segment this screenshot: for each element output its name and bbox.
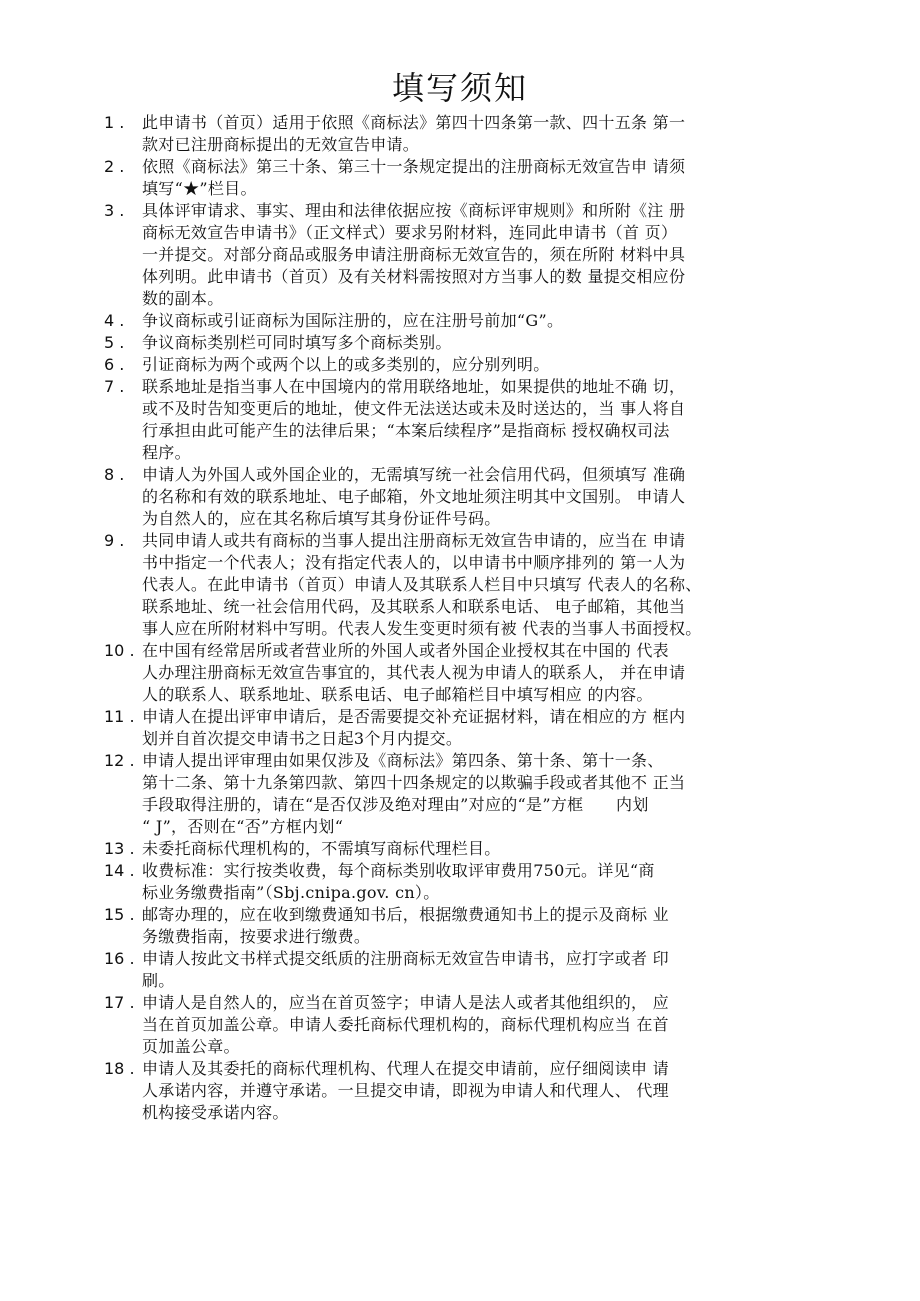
instruction-item — [104, 464, 816, 530]
item-text — [142, 904, 816, 948]
item-number: 6 . — [104, 355, 125, 374]
page-title: 填写须知 — [391, 69, 528, 107]
item-text-line: 的名称和有效的联系地址、电子邮箱，外文地址须注明其中文国别。 申请人 — [142, 487, 686, 506]
item-text-line: 标业务缴费指南”（Sbj.cnipa.gov. cn）。 — [142, 883, 440, 902]
item-text — [142, 376, 816, 464]
item-text — [142, 530, 816, 640]
item-text-line: 当在首页加盖公章。申请人委托商标代理机构的，商标代理机构应当 在首 — [142, 1015, 669, 1034]
instruction-item — [104, 750, 816, 838]
item-text-line: 务缴费指南，按要求进行缴费。 — [142, 927, 371, 946]
item-text-line: 或不及时告知变更后的地址，使文件无法送达或未及时送达的，当 事人将自 — [142, 399, 686, 418]
instruction-item — [104, 992, 816, 1058]
item-text-line: 机构接受承诺内容。 — [142, 1103, 289, 1122]
item-text-line: “ J”，否则在“否”方框内划“ — [142, 817, 344, 836]
item-text — [142, 310, 816, 332]
instruction-item — [104, 376, 816, 464]
item-text-line: 一并提交。对部分商品或服务申请注册商标无效宣告的，须在所附 材料中具 — [142, 245, 686, 264]
item-text — [142, 354, 816, 376]
item-text-line: 刷。 — [142, 971, 175, 990]
item-text-line: 申请人为外国人或外国企业的，无需填写统一社会信用代码，但须填写 准确 — [142, 465, 686, 484]
item-text-line: 页加盖公章。 — [142, 1037, 240, 1056]
item-text-line: 手段取得注册的，请在“是否仅涉及绝对理由”对应的“是”方框 内划 — [142, 795, 649, 814]
item-text-line: 数的副本。 — [142, 289, 224, 308]
item-text-line: 书中指定一个代表人；没有指定代表人的，以申请书中顺序排列的 第一人为 — [142, 553, 686, 572]
item-number: 4 . — [104, 311, 125, 330]
item-text-line: 争议商标类别栏可同时填写多个商标类别。 — [142, 333, 452, 352]
item-text-line: 人承诺内容，并遵守承诺。一旦提交申请，即视为申请人和代理人、 代理 — [142, 1081, 669, 1100]
item-number: 1 . — [104, 113, 125, 132]
item-text — [142, 640, 816, 706]
item-text-line: 款对已注册商标提出的无效宣告申请。 — [142, 135, 420, 154]
instruction-list — [104, 112, 816, 1124]
item-number: 14 . — [104, 861, 135, 880]
item-text-line: 在中国有经常居所或者营业所的外国人或者外国企业授权其在中国的 代表 — [142, 641, 669, 660]
item-text-line: 收费标准：实行按类收费，每个商标类别收取评审费用750元。详见“商 — [142, 861, 655, 880]
instruction-item — [104, 948, 816, 992]
item-text — [142, 750, 816, 838]
item-text-line: 体列明。此申请书（首页）及有关材料需按照对方当事人的数 量提交相应份 — [142, 267, 686, 286]
instruction-item — [104, 200, 816, 310]
item-text-line: 行承担由此可能产生的法律后果；“本案后续程序”是指商标 授权确权司法 — [142, 421, 670, 440]
item-text — [142, 156, 816, 200]
item-text — [142, 860, 816, 904]
instruction-item — [104, 112, 816, 156]
item-text-line: 人办理注册商标无效宣告事宜的，其代表人视为申请人的联系人， 并在申请 — [142, 663, 686, 682]
item-number: 12 . — [104, 751, 135, 770]
item-text — [142, 112, 816, 156]
item-text-line: 事人应在所附材料中写明。代表人发生变更时须有被 代表的当事人书面授权。 — [142, 619, 702, 638]
item-number: 9 . — [104, 531, 125, 550]
instruction-item — [104, 640, 816, 706]
item-number: 13 . — [104, 839, 135, 858]
instruction-item — [104, 530, 816, 640]
item-number: 8 . — [104, 465, 125, 484]
item-text-line: 程序。 — [142, 443, 191, 462]
item-text — [142, 1058, 816, 1124]
instruction-item — [104, 354, 816, 376]
item-text-line: 申请人提出评审理由如果仅涉及《商标法》第四条、第十条、第十一条、 — [142, 751, 664, 770]
item-number: 10 . — [104, 641, 135, 660]
instruction-item — [104, 156, 816, 200]
item-number: 3 . — [104, 201, 125, 220]
item-number: 17 . — [104, 993, 135, 1012]
item-text — [142, 838, 816, 860]
item-text-line: 划并自首次提交申请书之日起3个月内提交。 — [142, 729, 463, 748]
item-text — [142, 200, 816, 310]
item-text-line: 邮寄办理的，应在收到缴费通知书后，根据缴费通知书上的提示及商标 业 — [142, 905, 669, 924]
item-number: 18 . — [104, 1059, 135, 1078]
item-text — [142, 992, 816, 1058]
item-number: 16 . — [104, 949, 135, 968]
item-number: 2 . — [104, 157, 125, 176]
item-text-line: 人的联系人、联系地址、联系电话、电子邮箱栏目中填写相应 的内容。 — [142, 685, 653, 704]
item-number: 15 . — [104, 905, 135, 924]
instruction-item — [104, 332, 816, 354]
instruction-item — [104, 706, 816, 750]
item-text-line: 引证商标为两个或两个以上的或多类别的，应分别列明。 — [142, 355, 550, 374]
item-number: 11 . — [104, 707, 135, 726]
item-text-line: 代表人。在此申请书（首页）申请人及其联系人栏目中只填写 代表人的名称、 — [142, 575, 702, 594]
item-text-line: 共同申请人或共有商标的当事人提出注册商标无效宣告申请的，应当在 申请 — [142, 531, 686, 550]
item-text-line: 商标无效宣告申请书》（正文样式）要求另附材料，连同此申请书（首 页） — [142, 223, 678, 242]
instruction-item — [104, 838, 816, 860]
item-text-line: 为自然人的，应在其名称后填写其身份证件号码。 — [142, 509, 501, 528]
item-text-line: 第十二条、第十九条第四款、第四十四条规定的以欺骗手段或者其他不 正当 — [142, 773, 686, 792]
item-text — [142, 706, 816, 750]
item-text-line: 依照《商标法》第三十条、第三十一条规定提出的注册商标无效宣告申 请须 — [142, 157, 686, 176]
instruction-item — [104, 904, 816, 948]
item-text-line: 联系地址、统一社会信用代码，及其联系人和联系电话、 电子邮箱，其他当 — [142, 597, 686, 616]
item-text-line: 申请人在提出评审申请后，是否需要提交补充证据材料，请在相应的方 框内 — [142, 707, 686, 726]
item-number: 7 . — [104, 377, 125, 396]
item-text-line: 未委托商标代理机构的，不需填写商标代理栏目。 — [142, 839, 501, 858]
instruction-item — [104, 1058, 816, 1124]
item-number: 5 . — [104, 333, 125, 352]
item-text — [142, 948, 816, 992]
item-text-line: 争议商标或引证商标为国际注册的，应在注册号前加“G”。 — [142, 311, 564, 330]
item-text-line: 申请人是自然人的，应当在首页签字；申请人是法人或者其他组织的， 应 — [142, 993, 669, 1012]
item-text-line: 申请人按此文书样式提交纸质的注册商标无效宣告申请书，应打字或者 印 — [142, 949, 669, 968]
item-text-line: 联系地址是指当事人在中国境内的常用联络地址，如果提供的地址不确 切， — [142, 377, 686, 396]
instruction-item — [104, 860, 816, 904]
item-text — [142, 464, 816, 530]
item-text — [142, 332, 816, 354]
item-text-line: 填写“★”栏目。 — [142, 179, 257, 198]
item-text-line: 此申请书（首页）适用于依照《商标法》第四十四条第一款、四十五条 第一 — [142, 113, 686, 132]
item-text-line: 具体评审请求、事实、理由和法律依据应按《商标评审规则》和所附《注 册 — [142, 201, 686, 220]
instruction-item — [104, 310, 816, 332]
item-text-line: 申请人及其委托的商标代理机构、代理人在提交申请前，应仔细阅读申 请 — [142, 1059, 669, 1078]
